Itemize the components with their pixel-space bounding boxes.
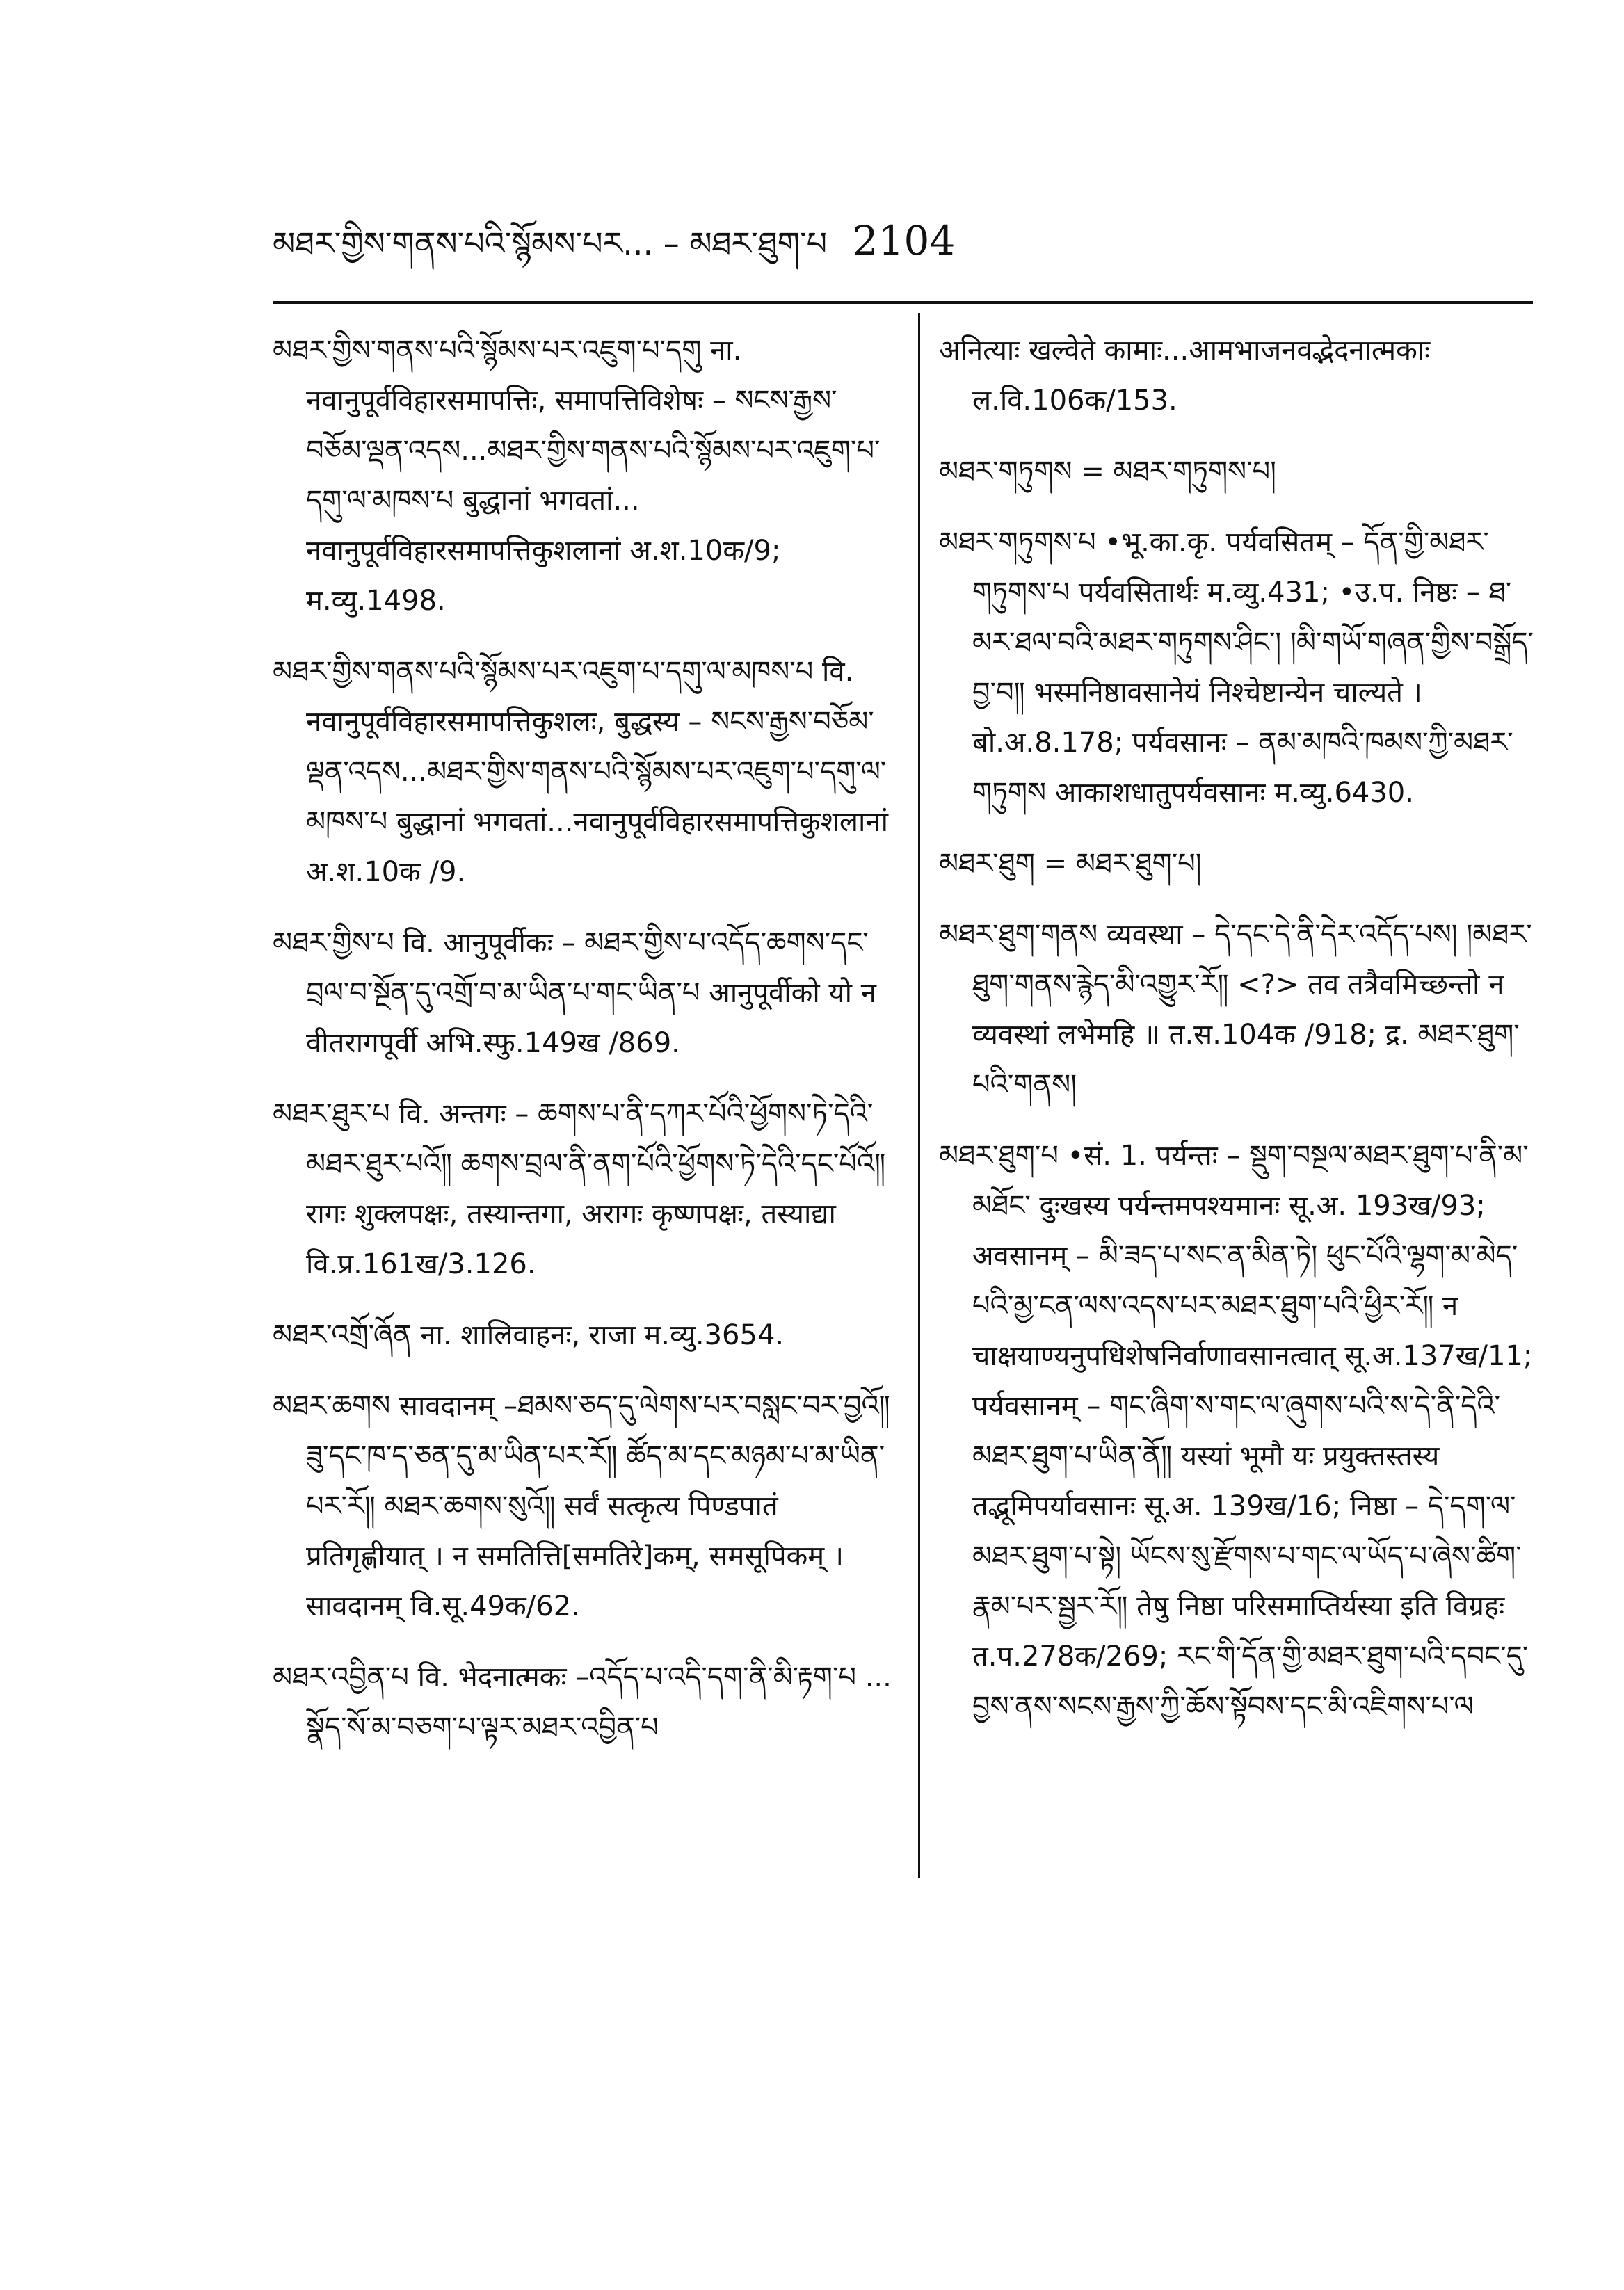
dictionary-entry: མཐར་གྱིས་པ वि. आनुपूर्वीकः – མཐར་གྱིས་པ་འདོད་ཆགས་དང་བྲལ་བ་སྔོན་དུ་འགྲོ་བ་མ་ཡིན་པ་གང་ཡིན་པ आनुपूर्वीको यो न वीतरागपूर्वी अभि.स्फु.149ख /869. xyxy=(273,927,876,1059)
dictionary-entry: མཐར་གཏུགས་པ •भू.का.कृ. पर्यवसितम् – དོན་གྱི་མཐར་གཏུགས་པ पर्यवसितार्थः म.व्यु.431; •उ.प. निष्ठः – ཐ་མར་ཐལ་བའི་མཐར་གཏུགས་ཤིང་། །མི་གཡོ་གཞན་གྱིས་བསྒྲོད་བྱ་བ༎ भस्मनिष्ठावसानेयं निश्चेष्टान्येन चाल्यते । बो.अ.8.178; पर्यवसानः – ནམ་མཁའི་ཁམས་ཀྱི་མཐར་གཏུགས आकाशधातुपर्यवसानः म.व्यु.6430. xyxy=(939,526,1534,809)
dictionary-entry: མཐར་འབྱིན་པ वि. भेदनात्मकः –འདོད་པ་འདི་དག་ནི་མི་རྟག་པ ... སྣོད་སོ་མ་བཅག་པ་ལྟར་མཐར་འབྱིན་པ xyxy=(273,1661,892,1743)
dictionary-entry: མཐར་གཏུགས = མཐར་གཏུགས་པ། xyxy=(939,455,1277,487)
running-header xyxy=(273,209,955,298)
column-divider xyxy=(918,313,920,1878)
page-number: 2104 xyxy=(852,217,956,264)
dictionary-entry: མཐར་ཆགས सावदानम् –ཐམས་ཅད་དུ་ལེགས་པར་བསླང་བར་བྱའོ༎ ཟུ་དང་ཁ་ད་ཅན་དུ་མ་ཡིན་པར་རོ༎ ཚོད་མ་དང་མཉམ་པ་མ་ཡིན་པར་རོ༎ མཐར་ཆགས་སུའོ༎ सर्वं सत्कृत्य पिण्डपातं प्रतिगृह्णीयात् । न समतित्ति[समतिरे]कम्, समसूपिकम् । सावदानम् वि.सू.49क/62. xyxy=(273,1390,890,1622)
dictionary-entry: མཐར་གྱིས་གནས་པའི་སྙོམས་པར་འཇུག་པ་དགུ ना. नवानुपूर्वविहारसमापत्तिः, समापत्तिविशेषः – སངས་རྒྱས་བཅོམ་ལྡན་འདས...མཐར་གྱིས་གནས་པའི་སྙོམས་པར་འཇུག་པ་དགུ་ལ་མཁས་པ बुद्धानां भगवतां... नवानुपूर्वविहारसमापत्तिकुशलानां अ.श.10क/9; म.व्यु.1498. xyxy=(273,334,881,617)
dictionary-entry: མཐར་ཐུག་གནས व्यवस्था – དེ་དང་དེ་ནི་དེར་འདོད་པས། །མཐར་ཐུག་གནས་རྙེད་མི་འགྱུར་རོ༎ <?> तव तत्रैवमिच्छन्तो न व्यवस्थां लभेमहि ॥ त.स.104क /918; द्र. མཐར་ཐུག་པའི་གནས། xyxy=(939,919,1532,1101)
dictionary-entry: अनित्याः खल्वेते कामाः...आमभाजनवद्भेदनात्मकाः ल.वि.106क/153. xyxy=(939,334,1431,417)
dictionary-entry: མཐར་ཐུག = མཐར་ཐུག་པ། xyxy=(939,848,1202,880)
dictionary-entry: མཐར་འགྲོ་ཞོན ना. शालिवाहनः, राजा म.व्यु.3654. xyxy=(273,1319,785,1351)
header-rule xyxy=(273,301,1533,304)
dictionary-entry: མཐར་ཐུག་པ •सं. 1. पर्यन्तः – སྡུག་བསྔལ་མཐར་ཐུག་པ་ནི་མ་མཐོང་ दुःखस्य पर्यन्तमपश्यमानः सू.अ. 193ख/93; अवसानम् – མི་ཟད་པ་སང་ན་མིན་ཏེ། ཕུང་པོའི་ལྷག་མ་མེད་པའི་མྱ་ངན་ལས་འདས་པར་མཐར་ཐུག་པའི་ཕྱིར་རོ༎ न चाक्षयाण्यनुपधिशेषनिर्वाणावसानत्वात् सू.अ.137ख/11; पर्यवसानम् – གང་ཞིག་ས་གང་ལ་ཞུགས་པའི་ས་དེ་ནི་དེའི་མཐར་ཐུག་པ་ཡིན་ནོ༎ यस्यां भूमौ यः प्रयुक्तस्तस्य तद्भूमिपर्यावसानः सू.अ. 139ख/16; निष्ठा – དེ་དག་ལ་མཐར་ཐུག་པ་སྟེ། ཡོངས་སུ་རྫོགས་པ་གང་ལ་ཡོད་པ་ཞེས་ཚིག་རྣམ་པར་སྦྱར་རོ༎ तेषु निष्ठा परिसमाप्तिर्यस्या इति विग्रहः त.प.278क/269; རང་གི་དོན་གྱི་མཐར་ཐུག་པའི་དབང་དུ་བྱས་ནས་སངས་རྒྱས་ཀྱི་ཆོས་སྟོབས་དང་མི་འཇིགས་པ་ལ xyxy=(939,1140,1533,1723)
dictionary-entry: མཐར་ཐུར་པ वि. अन्तगः – ཆགས་པ་ནི་དཀར་པོའི་ཕྱོགས་ཏེ་དེའི་མཐར་ཐུར་པའོ༎ ཆགས་བྲལ་ནི་ནག་པོའི་ཕྱོགས་ཏེ་དེའི་དང་པོའོ༎ रागः शुक्लपक्षः, तस्यान्तगा, अरागः कृष्णपक्षः, तस्याद्या वि.प्र.161ख/3.126. xyxy=(273,1098,886,1280)
running-title: མཐར་གྱིས་གནས་པའི་སྙོམས་པར... – མཐར་ཐུག་པ xyxy=(273,225,828,262)
right-column xyxy=(939,325,1537,1752)
left-column xyxy=(273,325,895,1773)
dictionary-entry: མཐར་གྱིས་གནས་པའི་སྙོམས་པར་འཇུག་པ་དགུ་ལ་མཁས་པ वि. नवानुपूर्वविहारसमापत्तिकुशलः, बुद्धस्य – སངས་རྒྱས་བཅོམ་ལྡན་འདས...མཐར་གྱིས་གནས་པའི་སྙོམས་པར་འཇུག་པ་དགུ་ལ་མཁས་པ बुद्धानां भगवतां...नवानुपूर्वविहारसमापत्तिकुशलानां अ.श.10क /9. xyxy=(273,656,888,888)
